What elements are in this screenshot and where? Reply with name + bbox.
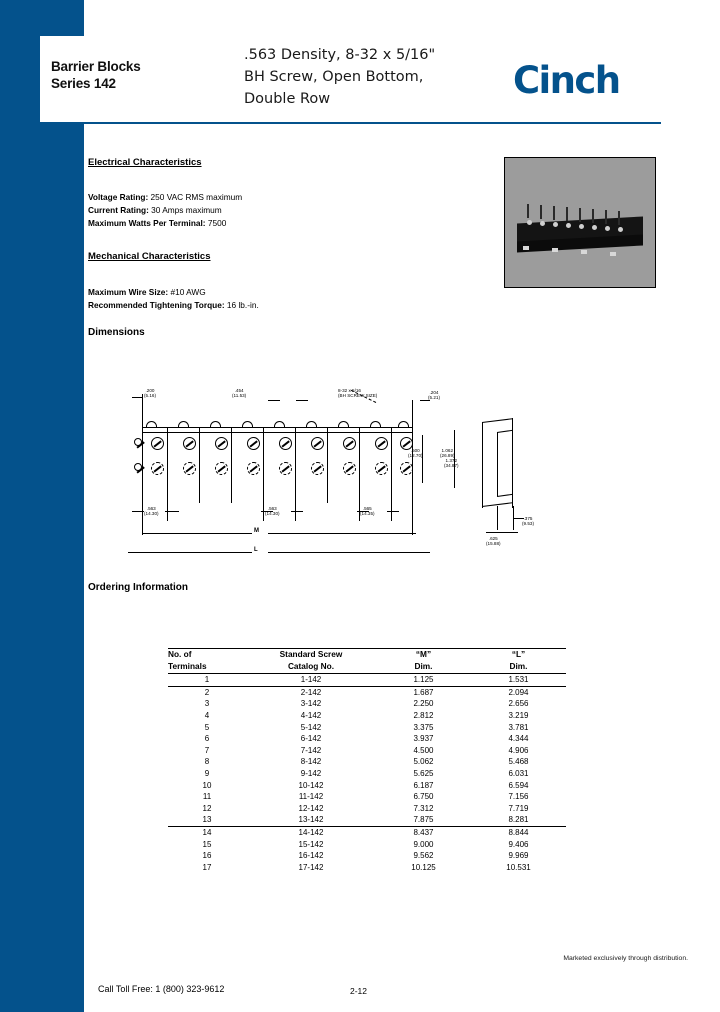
table-row — [168, 710, 566, 722]
cell-catalog: 7-142 — [300, 745, 322, 755]
cell-l-dim: 8.281 — [508, 815, 529, 825]
cell-terminals: 15 — [202, 839, 212, 849]
dim-side-height: 1.372 (34.87) — [444, 458, 459, 469]
leader-line — [268, 400, 280, 401]
spec-voltage-rating-value: 250 VAC RMS maximum — [150, 192, 243, 202]
spec-voltage-rating-label: Voltage Rating: — [88, 192, 149, 202]
column-header-m-line1: “M” — [376, 649, 471, 662]
table-row — [168, 803, 566, 815]
drawing-screw-top — [279, 437, 292, 450]
table-body — [168, 674, 566, 874]
barrier-hump — [242, 421, 253, 427]
cell-l-dim: 9.406 — [508, 839, 529, 849]
cell-m-dim: 7.312 — [413, 803, 434, 813]
cell-m-dim: 9.000 — [413, 839, 434, 849]
side-inner-top — [497, 430, 513, 433]
barrier-divider — [199, 427, 200, 503]
leader-line — [132, 397, 142, 398]
table-row — [168, 745, 566, 757]
cell-m-dim: 6.187 — [413, 780, 434, 790]
table-row — [168, 756, 566, 768]
cell-m-dim: 3.937 — [413, 734, 434, 744]
table-row — [168, 826, 566, 838]
leader-line — [420, 400, 430, 401]
product-photo-background — [505, 158, 655, 287]
table-header-row — [168, 649, 566, 662]
dim-m-line-right — [268, 533, 416, 534]
mounting-foot — [552, 248, 558, 252]
cell-terminals: 3 — [204, 699, 210, 709]
cell-terminals: 7 — [204, 745, 210, 755]
side-inner-edge — [497, 432, 498, 496]
spec-max-watts-value: 7500 — [207, 218, 227, 228]
terminal-tab — [579, 208, 581, 222]
cell-catalog: 2-142 — [246, 686, 376, 698]
toll-free-phone: Call Toll Free: 1 (800) 323-9612 — [98, 984, 225, 994]
barrier-divider — [167, 427, 168, 503]
dim-pitch: .454 (11.53) — [232, 388, 247, 399]
page-subtitle-line2: BH Screw, Open Bottom, — [244, 69, 424, 85]
terminal-screw — [618, 227, 623, 232]
dim-arrow-line — [165, 511, 179, 512]
barrier-hump — [146, 421, 157, 427]
product-photo — [504, 157, 656, 288]
terminal-tab — [605, 210, 607, 224]
cell-terminals: 8 — [204, 757, 210, 767]
drawing-screw-top — [375, 437, 388, 450]
terminal-tab — [592, 209, 594, 223]
terminal-screw — [579, 224, 584, 229]
table-row — [168, 850, 566, 862]
cell-terminals: 1 — [168, 674, 246, 687]
barrier-hump — [178, 421, 189, 427]
barrier-divider — [263, 427, 264, 503]
terminal-screw — [566, 223, 571, 228]
spec-max-watts-label: Maximum Watts Per Terminal: — [88, 218, 206, 228]
table-row — [168, 686, 566, 698]
cell-m-dim: 7.875 — [413, 815, 434, 825]
cell-catalog: 11-142 — [298, 792, 324, 802]
spec-torque — [88, 300, 259, 310]
table-row — [168, 779, 566, 791]
dim-side-thickness: .375 (9.53) — [522, 516, 535, 527]
spec-max-watts — [88, 218, 226, 228]
barrier-divider — [327, 427, 328, 503]
cell-l-dim: 2.656 — [508, 699, 529, 709]
barrier-divider — [391, 427, 392, 503]
view-top-rail-2 — [142, 432, 412, 433]
cell-terminals: 17 — [202, 862, 212, 872]
cell-catalog: 14-142 — [246, 826, 376, 838]
terminal-tab — [566, 207, 568, 221]
terminal-tab — [553, 206, 555, 220]
dim-right-edge: .204 (5.21) — [428, 390, 441, 401]
barrier-hump — [306, 421, 317, 427]
column-header-catalog-line1: Standard Screw — [246, 649, 376, 662]
column-header-l-line1: “L” — [471, 649, 566, 662]
cell-terminals: 6 — [204, 734, 210, 744]
dim-side-base: .625 (15.88) — [486, 536, 501, 547]
mounting-foot — [581, 250, 587, 254]
drawing-screw-top — [215, 437, 228, 450]
page-subtitle-line3: Double Row — [244, 91, 331, 107]
barrier-hump — [274, 421, 285, 427]
dim-extension-line — [167, 503, 168, 521]
mounting-foot — [523, 246, 529, 250]
dim-leader-line — [514, 518, 524, 519]
cell-terminals: 10 — [202, 780, 212, 790]
side-inner-bottom — [497, 494, 513, 497]
spec-torque-value: 16 lb.-in. — [226, 300, 259, 310]
cell-m-dim: 5.625 — [413, 769, 434, 779]
cinch-logo: Cinch — [513, 59, 620, 102]
cell-m-dim: 9.562 — [413, 851, 434, 861]
cell-catalog: 15-142 — [298, 839, 324, 849]
cell-l-dim: 7.156 — [508, 792, 529, 802]
centerline-symbol — [134, 438, 142, 446]
dim-m-label: M — [254, 528, 259, 534]
cell-m-dim: 1.125 — [376, 674, 471, 687]
dim-extension-line — [497, 506, 498, 530]
cell-catalog: 5-142 — [300, 722, 322, 732]
page-title — [51, 58, 241, 92]
cell-catalog: 8-142 — [300, 757, 322, 767]
barrier-hump — [210, 421, 221, 427]
cell-catalog: 10-142 — [298, 780, 324, 790]
dim-inner-height: .500 (12.70) — [408, 448, 423, 459]
terminal-tab — [618, 211, 620, 225]
drawing-screw-top — [183, 437, 196, 450]
drawing-screw-bottom — [215, 462, 228, 475]
table-row — [168, 721, 566, 733]
cell-catalog: 12-142 — [298, 803, 324, 813]
cell-m-dim: 10.125 — [411, 862, 436, 872]
dim-l-line-right — [268, 552, 430, 553]
cell-terminals: 11 — [202, 792, 212, 802]
cell-m-dim: 5.062 — [413, 757, 434, 767]
dim-left-edge: .200 (5.16) — [144, 388, 157, 399]
cell-m-dim: 1.687 — [376, 686, 471, 698]
dimensions-drawing — [120, 380, 620, 585]
drawing-screw-bottom — [183, 462, 196, 475]
dim-base-line — [486, 532, 518, 533]
cell-terminals: 13 — [202, 815, 212, 825]
barrier-divider — [231, 427, 232, 503]
cell-catalog: 9-142 — [300, 769, 322, 779]
drawing-screw-top — [343, 437, 356, 450]
cell-l-dim: 3.219 — [508, 711, 529, 721]
table-row — [168, 838, 566, 850]
terminal-screw — [605, 226, 610, 231]
dim-outer-height: 1.062 (26.89) — [440, 448, 455, 459]
distribution-note: Marketed exclusively through distribution. — [563, 955, 688, 962]
barrier-divider — [295, 427, 296, 503]
side-left-edge — [482, 422, 483, 508]
cell-l-dim: 2.094 — [471, 686, 566, 698]
terminal-screw — [553, 222, 558, 227]
cell-l-dim: 5.468 — [508, 757, 529, 767]
dim-center-spacing: .563 (14.30) — [265, 506, 280, 517]
cell-l-dim: 9.969 — [508, 851, 529, 861]
header-divider-rule — [40, 122, 661, 124]
page-title-line2: Series 142 — [51, 76, 116, 91]
barrier-divider — [359, 427, 360, 503]
barrier-hump — [338, 421, 349, 427]
cell-l-dim: 3.781 — [508, 722, 529, 732]
drawing-screw-bottom — [247, 462, 260, 475]
cell-l-dim: 8.844 — [471, 826, 566, 838]
cell-m-dim: 6.750 — [413, 792, 434, 802]
cell-l-dim: 10.531 — [506, 862, 531, 872]
cell-m-dim: 8.437 — [376, 826, 471, 838]
cell-m-dim: 3.375 — [413, 722, 434, 732]
cell-m-dim: 4.500 — [413, 745, 434, 755]
table-row — [168, 814, 566, 826]
ordering-information-table — [168, 648, 566, 873]
spec-max-wire-size-value: #10 AWG — [170, 287, 206, 297]
terminal-screw — [592, 225, 597, 230]
dim-first-center: .563 (14.30) — [144, 506, 159, 517]
spec-max-wire-size — [88, 287, 206, 297]
barrier-hump — [370, 421, 381, 427]
side-top-chamfer — [482, 418, 513, 423]
electrical-characteristics-heading: Electrical Characteristics — [88, 157, 202, 168]
cell-catalog: 13-142 — [298, 815, 324, 825]
cell-catalog: 4-142 — [300, 711, 322, 721]
cell-l-dim: 7.719 — [508, 803, 529, 813]
dim-screw-spec: 8-32 x 5/16 (BH SCREW SIZE) — [338, 388, 378, 399]
drawing-screw-bottom — [151, 462, 164, 475]
spec-torque-label: Recommended Tightening Torque: — [88, 300, 225, 310]
ordering-information-heading: Ordering Information — [88, 582, 188, 593]
cell-catalog: 17-142 — [298, 862, 324, 872]
view-top-rail — [142, 427, 412, 428]
drawing-screw-top — [151, 437, 164, 450]
cell-l-dim: 4.344 — [508, 734, 529, 744]
drawing-screw-bottom — [343, 462, 356, 475]
table-row — [168, 674, 566, 687]
cell-terminals: 16 — [202, 851, 212, 861]
cell-catalog: 3-142 — [300, 699, 322, 709]
drawing-screw-top — [311, 437, 324, 450]
dim-arrow-line — [291, 511, 303, 512]
dim-extension-line — [295, 503, 296, 521]
cell-terminals: 4 — [204, 711, 210, 721]
dim-l-label: L — [254, 547, 258, 553]
dim-extension-line — [422, 435, 423, 483]
cell-catalog: 1-142 — [246, 674, 376, 687]
dim-extension-line — [142, 503, 143, 535]
table-row — [168, 698, 566, 710]
dim-extension-line — [391, 503, 392, 521]
spec-voltage-rating — [88, 192, 242, 202]
cell-l-dim: 6.594 — [508, 780, 529, 790]
centerline-symbol — [134, 463, 142, 471]
drawing-screw-bottom — [375, 462, 388, 475]
leader-line — [296, 400, 308, 401]
page-number: 2-12 — [350, 986, 368, 996]
cell-terminals: 9 — [204, 769, 210, 779]
table-row — [168, 862, 566, 874]
cell-catalog: 6-142 — [300, 734, 322, 744]
dim-extension-line — [263, 503, 264, 521]
dim-arrow-line — [387, 511, 399, 512]
mechanical-characteristics-heading: Mechanical Characteristics — [88, 251, 211, 262]
cell-terminals: 2 — [168, 686, 246, 698]
cell-l-dim: 1.531 — [471, 674, 566, 687]
spec-current-rating — [88, 205, 222, 215]
terminal-screw — [527, 220, 532, 225]
cell-terminals: 14 — [168, 826, 246, 838]
terminal-tab — [527, 204, 529, 218]
drawing-screw-bottom — [311, 462, 324, 475]
cell-terminals: 12 — [202, 803, 212, 813]
dim-arrow-line — [132, 511, 144, 512]
column-header-m-line2: Dim. — [414, 661, 433, 671]
cell-m-dim: 2.812 — [413, 711, 434, 721]
table-row — [168, 768, 566, 780]
drawing-screw-bottom — [400, 462, 413, 475]
dim-m-line-left — [142, 533, 252, 534]
blue-spine-body — [0, 127, 84, 1012]
dim-extension-line — [412, 503, 413, 535]
table-header-row-2 — [168, 661, 566, 674]
dim-l-line-left — [128, 552, 252, 553]
column-header-terminals-line1: No. of — [168, 649, 246, 662]
page-subtitle-line1: .563 Density, 8-32 x 5/16" — [244, 47, 436, 63]
mounting-foot — [610, 252, 616, 256]
barrier-hump — [398, 421, 409, 427]
spec-current-rating-label: Current Rating: — [88, 205, 149, 215]
terminal-screw — [540, 221, 545, 226]
page-title-line1: Barrier Blocks — [51, 59, 141, 74]
cell-l-dim: 4.906 — [508, 745, 529, 755]
dim-end-spacing: .565 (14.35) — [360, 506, 375, 517]
table-row — [168, 791, 566, 803]
cell-terminals: 5 — [204, 722, 210, 732]
spec-current-rating-value: 30 Amps maximum — [151, 205, 222, 215]
drawing-screw-bottom — [279, 462, 292, 475]
terminal-tab — [540, 205, 542, 219]
column-header-l-line2: Dim. — [509, 661, 528, 671]
dimensions-heading: Dimensions — [88, 327, 145, 338]
drawing-screw-top — [247, 437, 260, 450]
cell-l-dim: 6.031 — [508, 769, 529, 779]
cell-catalog: 16-142 — [298, 851, 324, 861]
column-header-terminals-line2: Terminals — [168, 661, 207, 671]
column-header-catalog-line2: Catalog No. — [287, 661, 335, 671]
page-subtitle — [244, 44, 494, 110]
table-row — [168, 733, 566, 745]
spec-max-wire-size-label: Maximum Wire Size: — [88, 287, 169, 297]
cell-m-dim: 2.250 — [413, 699, 434, 709]
